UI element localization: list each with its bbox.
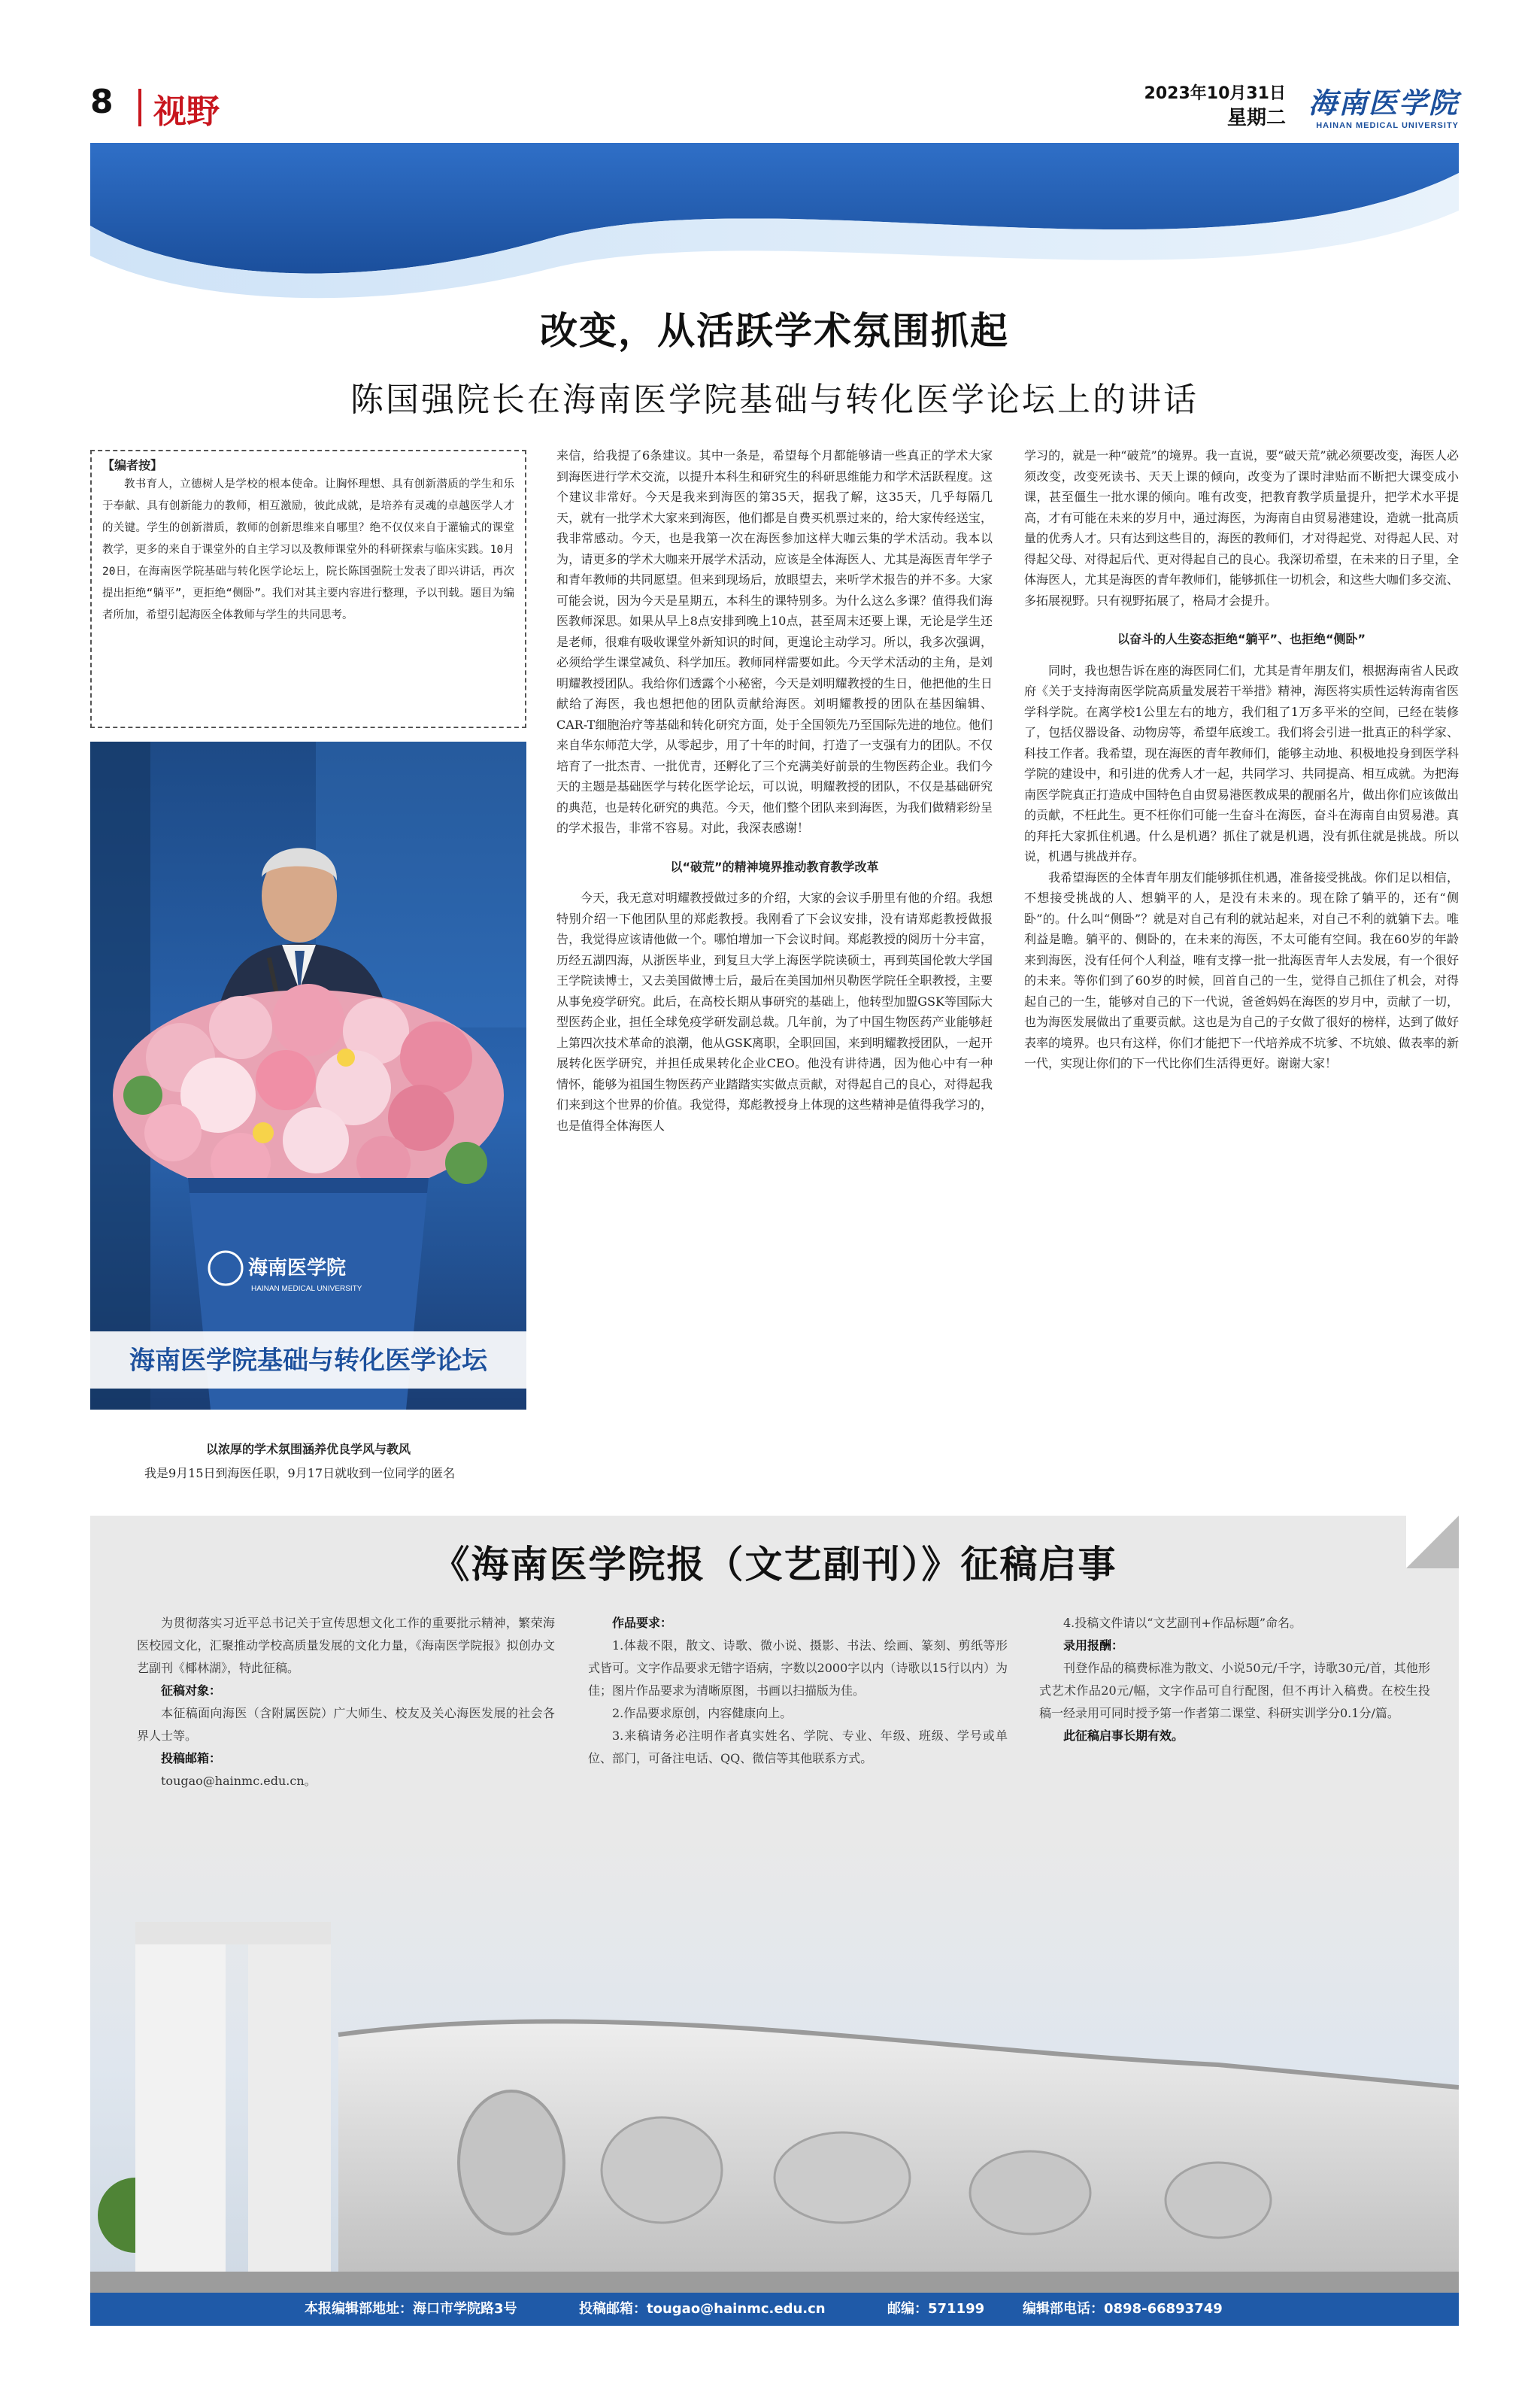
article-title: 改变，从活跃学术氛围抓起	[540, 309, 1009, 353]
cfs-fee-label: 录用报酬：	[1063, 1638, 1124, 1653]
call-for-submissions	[90, 1516, 1459, 2294]
section-heading-2: 以“破荒”的精神境界推动教育教学改革	[670, 859, 879, 874]
speaker-photo	[90, 742, 526, 1410]
article-column-3	[1024, 445, 1459, 1074]
paper-logo	[1292, 80, 1459, 130]
section-heading-3: 以奋斗的人生姿态拒绝“躺平”、也拒绝“侧卧”	[1117, 632, 1366, 646]
editor-note-text: 教书育人，立德树人是学校的根本使命。让胸怀理想、具有创新潜质的学生和乐于奉献、具有创新能力的教师，相互激励，彼此成就，是培养有灵魂的卓越医学人才的关键。学生的创新潜质，教师的创新思维来自哪里？绝不仅仅来自于灌输式的课堂教学，更多的来自于课堂外的自主学习以及教师课堂外的科研探索与临床实践。10月20日，在海南医学院基础与转化医学论坛上，院长陈国强院士发表了即兴讲话，再次提出拒绝“躺平”，更拒绝“侧卧”。我们对其主要内容进行整理，予以刊载。题目为编者所加，希望引起海医全体教师与学生的共同思考。	[102, 478, 514, 621]
paper-name: 海南医学院	[1308, 86, 1459, 120]
cfs-email-label: 投稿邮箱：	[161, 1751, 222, 1765]
masthead	[90, 83, 1459, 135]
article-subtitle: 陈国强院长在海南医学院基础与转化医学论坛上的讲话	[350, 381, 1199, 419]
editor-note	[90, 450, 526, 728]
cfs-requirement: 1.体裁不限，散文、诗歌、微小说、摄影、书法、绘画、篆刻、剪纸等形式皆可。文字作品要求无错字语病，字数以2000字以内（诗歌以15行以内）为佳；图片作品要求为清晰原图，书画以扫描版为佳。	[588, 1638, 1008, 1698]
section-heading-1: 以浓厚的学术氛围涵养优良学风与教风	[205, 1442, 411, 1456]
cfs-column-1	[137, 1612, 555, 1792]
paragraph: 学习的，就是一种“破荒”的境界。我一直说，要“破天荒”就必须要改变，海医人必须改变，改变死读书、天天上课的倾向，改变为了课时津贴而不断把大课变成小课，甚至僵生一批水课的倾向。唯有改变，把教育教学质量提升，把学术水平提高，才有可能在未来的岁月中，通过海医，为海南自由贸易港建设，造就一批高质量的优秀人才。只有达到这些目的，海医的教师们，才对得起党、对得起人民、对得起父母、对得起后代、更对得起自己的良心。我深切希望，在未来的日子里，全体海医人，尤其是海医的青年教师们，能够抓住一切机会，和这些大咖们多交流、多拓展视野。只有视野拓展了，格局才会提升。	[1024, 448, 1459, 608]
photo-logo-text: 海南医学院	[248, 1257, 347, 1279]
campus-relief-wall-photo	[90, 1839, 1459, 2294]
footer-address: 本报编辑部地址：海口市学院路3号	[305, 2301, 517, 2317]
cfs-requirements-label: 作品要求：	[612, 1616, 673, 1630]
page-number: 8	[90, 83, 114, 121]
cfs-long-term: 此征稿启事长期有效。	[1063, 1729, 1184, 1743]
paragraph: 我希望海医的全体青年朋友们能够抓住机遇，准备接受挑战。你们足以相信，不想接受挑战的人、想躺平的人，是没有未来的。现在除了躺平的，还有“侧卧”的。什么叫“侧卧”？就是对自己有利的就站起来，对自己不利的就躺下去。唯利益是瞻。躺平的、侧卧的，在未来的海医，不太可能有空间。我在60岁的年龄来到海医，没有任何个人利益，唯有支撑一批一批海医青年人去发展，有一个很好的未来。等你们到了60岁的时候，回首自己的一生，觉得自己抓住了机会，对得起自己的一生，能够对自己的下一代说，爸爸妈妈在海医的岁月中，贡献了一切，也为海医发展做出了重要贡献。这也是为自己的子女做了很好的榜样，达到了做好表率的境界。也只有这样，你们才能把下一代培养成不坑爹、不坑娘、做表率的新一代，实现让你们的下一代比你们生活得更好。谢谢大家！	[1024, 870, 1459, 1070]
cfs-requirement: 3.来稿请务必注明作者真实姓名、学院、专业、年级、班级、学号或单位、部门，可备注电话、QQ、微信等其他联系方式。	[588, 1729, 1008, 1765]
footer-phone: 编辑部电话：0898-66893749	[1023, 2301, 1223, 2317]
header-wave-graphic	[90, 143, 1459, 316]
weekday: 星期二	[1226, 107, 1286, 129]
cfs-fee: 刊登作品的稿费标准为散文、小说50元/千字，诗歌30元/首，其他形式艺术作品20元/幅，文字作品可自行配图，但不再计入稿费。在校生投稿一经录用可同时授予第一作者第二课堂、科研实训学分0.1分/篇。	[1039, 1661, 1430, 1720]
photo-logo-en: HAINAN MEDICAL UNIVERSITY	[251, 1285, 362, 1293]
date: 2023年10月31日	[1144, 84, 1286, 103]
footer-bar	[90, 2293, 1459, 2326]
cfs-email[interactable]: tougao@hainmc.edu.cn。	[161, 1774, 317, 1788]
cfs-target-label: 征稿对象：	[161, 1683, 222, 1698]
issue-date	[1144, 83, 1286, 131]
footer-email[interactable]: 投稿邮箱：tougao@hainmc.edu.cn	[579, 2301, 826, 2317]
footer-postcode: 邮编：571199	[887, 2301, 985, 2317]
article-column-1	[120, 1463, 526, 1484]
cfs-requirement: 2.作品要求原创，内容健康向上。	[612, 1706, 793, 1720]
section-divider	[138, 89, 141, 126]
paragraph: 来信，给我提了6条建议。其中一条是，希望每个月都能够请一些真正的学术大家到海医进行学术交流，以提升本科生和研究生的科研思维能力和学术活跃程度。这个建议非常好。今天是我来到海医的第35天，据我了解，这35天，几乎每隔几天，就有一批学术大家来到海医，他们都是自费买机票过来的，给大家传经送宝，我非常感动。今天，也是我第一次在海医参加这样大咖云集的学术活动。我本以为，请更多的学术大咖来开展学术活动，应该是全体海医人、尤其是海医青年学子和青年教师的共同愿望。但来到现场后，放眼望去，来听学术报告的并不多。大家可能会说，因为今天是星期五，本科生的课特别多。为什么这么多课？值得我们海医教师深思。如果从早上8点安排到晚上10点，甚至周末还要上课，无论是学生还是老师，很难有吸收课堂外新知识的时间，更遑论主动学习。所以，我多次强调，必须给学生课堂减负、科学加压。教师同样需要如此。今天学术活动的主角，是刘明耀教授团队。我给你们透露个小秘密，今天是刘明耀教授的生日，他把他的生日献给了海医，我也想把他的团队贡献给海医。刘明耀教授的团队在基因编辑、CAR-T细胞治疗等基础和转化研究方面，处于全国领先乃至国际先进的地位。他们来自华东师范大学，从零起步，用了十年的时间，打造了一支强有力的团队。不仅培育了一批杰青、一批优青，还孵化了三个充满美好前景的生物医药企业。我们今天的主题是基础医学与转化医学论坛，可以说，明耀教授的团队，不仅是基础研究的典范，也是转化研究的典范。今天，他们整个团队来到海医，为我们做精彩纷呈的学术报告，非常不容易。对此，我深表感谢！	[556, 448, 993, 835]
photo-banner-text: 海南医学院基础与转化医学论坛	[129, 1346, 487, 1376]
section-name: 视野	[153, 93, 220, 131]
cfs-target: 本征稿面向海医（含附属医院）广大师生、校友及关心海医发展的社会各界人士等。	[137, 1706, 555, 1743]
paper-name-en: HAINAN MEDICAL UNIVERSITY	[1316, 121, 1459, 130]
paragraph: 我是9月15日到海医任职，9月17日就收到一位同学的匿名	[144, 1466, 456, 1480]
article-column-2	[556, 445, 993, 1136]
cfs-column-3	[1039, 1612, 1430, 1747]
cfs-intro: 为贯彻落实习近平总书记关于宣传思想文化工作的重要批示精神，繁荣海医校园文化，汇聚推动学校高质量发展的文化力量，《海南医学院报》拟创办文艺副刊《椰林湖》，特此征稿。	[137, 1616, 555, 1675]
paragraph: 今天，我无意对明耀教授做过多的介绍，大家的会议手册里有他的介绍。我想特别介绍一下他团队里的郑彪教授。我刚看了下会议安排，没有请郑彪教授做报告，我觉得应该请他做一个。哪怕增加一下会议时间。郑彪教授的阅历十分丰富，历经五湖四海，从浙医毕业，到复旦大学上海医学院读硕士，再到英国伦敦大学国王学院读博士，又去美国做博士后，最后在美国加州贝勒医学院任全职教授，主要从事免疫学研究。此后，在高校长期从事研究的基础上，他转型加盟GSK等国际大型医药企业，担任全球免疫学研发副总裁。几年前，为了中国生物医药产业能够赶上第四次技术革命的浪潮，他从GSK离职，全职回国，来到明耀教授团队，一起开展转化医学研究，并担任成果转化企业CEO。他没有讲待遇，因为他心中有一种情怀，能够为祖国生物医药产业踏踏实实做点贡献，对得起自己的良心，对得起我们来到这个世界的价值。我觉得，郑彪教授身上体现的这些精神是值得我学习的，也是值得全体海医人	[556, 891, 993, 1133]
cfs-title: 《海南医学院报（文艺副刊）》征稿启事	[432, 1543, 1117, 1586]
paragraph: 同时，我也想告诉在座的海医同仁们，尤其是青年朋友们，根据海南省人民政府《关于支持海南医学院高质量发展若干举措》精神，海医将实质性运转海南省医学科学院。在离学校1公里左右的地方，我们租了1万多平米的空间，已经在装修了，包括仪器设备、动物房等，希望年底竣工。我们将会引进一批真正的科学家、科技工作者。我希望，现在海医的青年教师们，能够主动地、积极地投身到医学科学院的建设中，和引进的优秀人才一起，共同学习、共同提高、相互成就。为把海南医学院真正打造成中国特色自由贸易港医教成果的靓丽名片，做出你们应该做出的贡献，不枉此生。更不枉你们可能一生奋斗在海医，奋斗在海南自由贸易港。真的拜托大家抓住机遇。什么是机遇？抓住了就是机遇，没有抓住就是挑战。所以说，机遇与挑战并存。	[1024, 663, 1459, 864]
editor-note-label: 【编者按】	[102, 458, 163, 472]
cfs-column-2	[588, 1612, 1008, 1770]
cfs-requirement: 4.投稿文件请以“文艺副刊+作品标题”命名。	[1063, 1616, 1302, 1630]
